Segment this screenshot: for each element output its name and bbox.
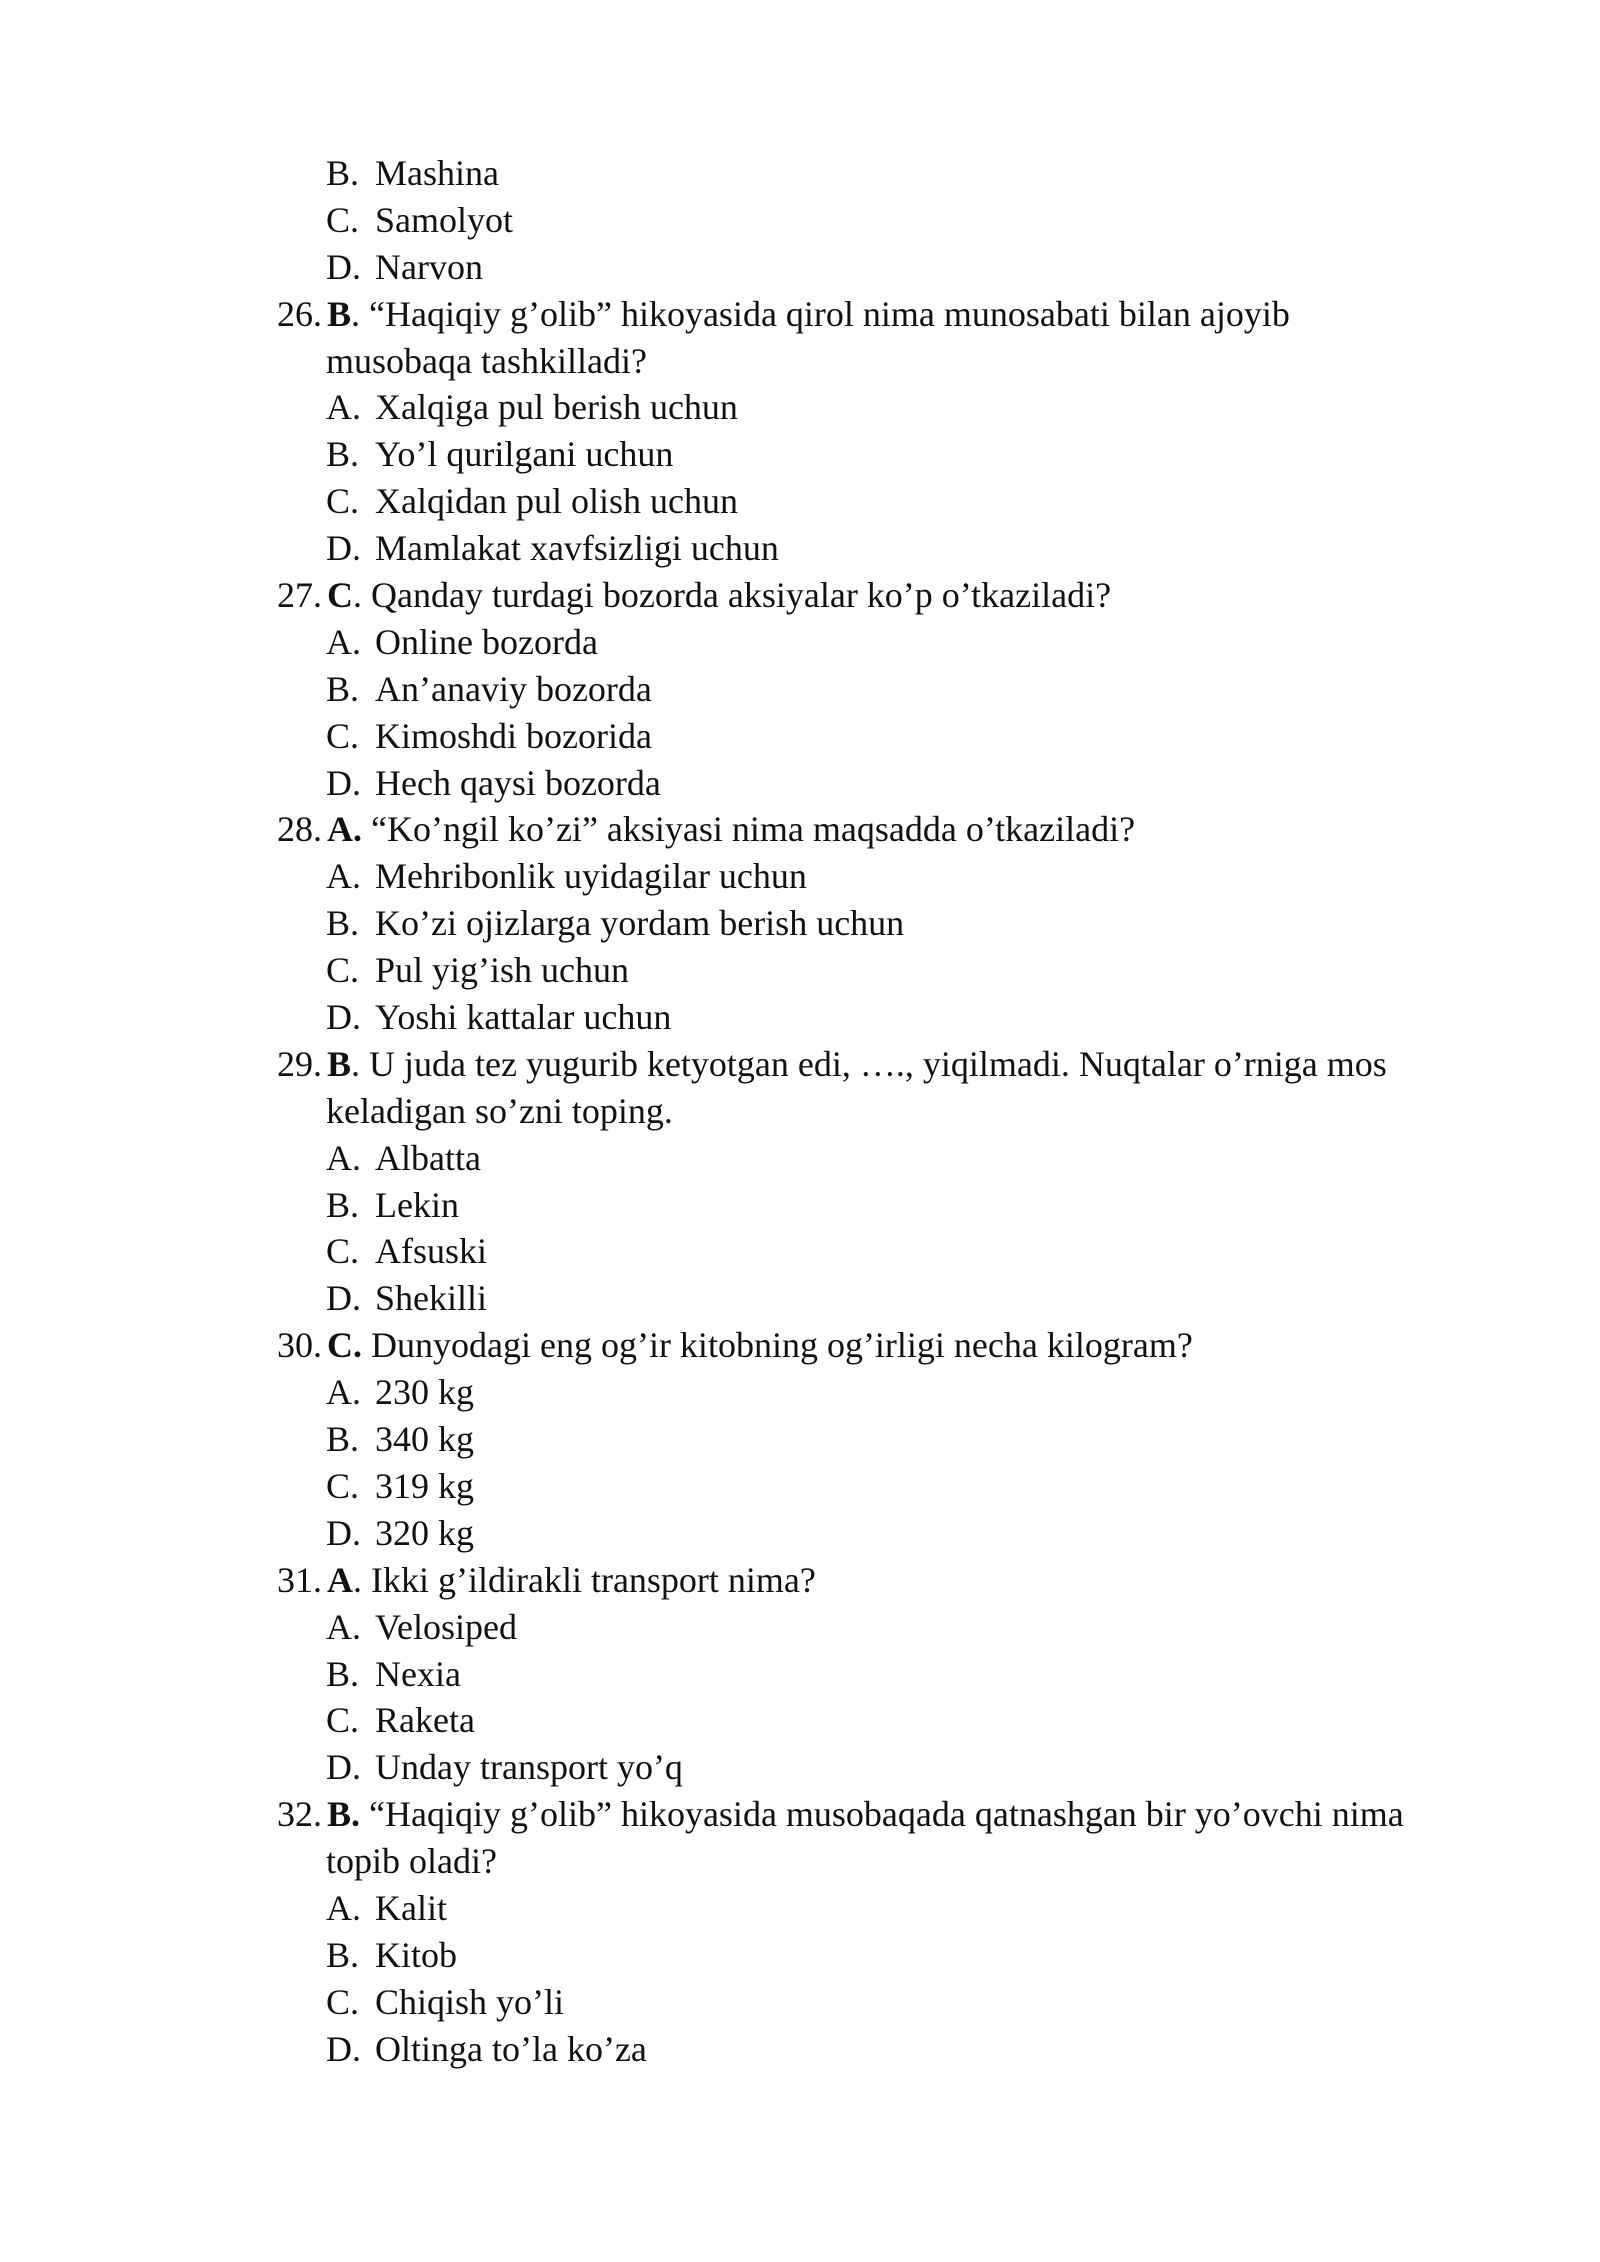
option-letter: C. (326, 1465, 360, 1506)
option-line (0, 1979, 1600, 2026)
option-line (0, 994, 1600, 1041)
option-line (0, 1228, 1600, 1275)
option-line (0, 384, 1600, 431)
option-line (0, 1651, 1600, 1698)
option-text: Samolyot (375, 199, 514, 240)
correct-answer: B. (327, 1794, 361, 1835)
document-page (0, 150, 1600, 2073)
question-continuation: musobaqa tashkilladi? (326, 340, 647, 381)
option-line (0, 760, 1600, 807)
option-line (0, 150, 1600, 197)
option-text: Afsuski (375, 1231, 488, 1272)
option-text: An’anaviy bozorda (375, 668, 652, 709)
question-text: C. Qanday turdagi bozorda aksiyalar ko’p o’tkaziladi? (327, 575, 1112, 616)
option-letter: C. (326, 950, 360, 991)
option-line (0, 900, 1600, 947)
option-letter: A. (326, 856, 361, 897)
question-28-line (0, 806, 1600, 853)
option-line (0, 1135, 1600, 1182)
question-30-line (0, 1322, 1600, 1369)
option-text: Yoshi kattalar uchun (375, 997, 672, 1038)
option-letter: B. (326, 668, 360, 709)
option-letter: B. (326, 903, 360, 944)
option-letter: D. (326, 762, 361, 803)
option-line (0, 244, 1600, 291)
option-letter: B. (326, 153, 360, 193)
option-text: 320 kg (375, 1512, 474, 1553)
question-text: C. Dunyodagi eng og’ir kitobning og’irligi necha kilogram? (327, 1325, 1193, 1366)
option-line (0, 1182, 1600, 1229)
correct-answer: B (327, 293, 352, 334)
option-line (0, 947, 1600, 994)
option-letter: D. (326, 997, 361, 1038)
option-text: Hech qaysi bozorda (375, 762, 661, 803)
option-letter: D. (326, 2028, 361, 2069)
question-number: 28. (277, 809, 322, 850)
question-text: A. “Ko’ngil ko’zi” aksiyasi nima maqsadda o’tkaziladi? (327, 809, 1136, 850)
option-letter: D. (326, 246, 361, 287)
option-text: Xalqidan pul olish uchun (375, 481, 738, 522)
option-text: Kalit (375, 1887, 447, 1928)
option-line (0, 525, 1600, 572)
option-text: 319 kg (375, 1465, 474, 1506)
option-letter: D. (326, 1747, 361, 1788)
question-27-line (0, 572, 1600, 619)
option-text: Mashina (375, 153, 499, 193)
option-text: Online bozorda (375, 621, 598, 662)
option-letter: A. (326, 1137, 361, 1178)
option-letter: A. (326, 387, 361, 428)
question-continuation: keladigan so’zni toping. (326, 1090, 673, 1131)
question-text: B. “Haqiqiy g’olib” hikoyasida qirol nima munosabati bilan ajoyib (327, 293, 1290, 334)
correct-answer: A. (327, 809, 362, 850)
question-29-line (0, 1041, 1600, 1088)
option-letter: C. (326, 481, 360, 522)
question-number: 29. (277, 1043, 322, 1084)
option-letter: C. (326, 1231, 360, 1272)
option-line (0, 1463, 1600, 1510)
option-text: Nexia (375, 1653, 461, 1694)
option-letter: D. (326, 528, 361, 569)
option-text: Kimoshdi bozorida (375, 715, 652, 756)
option-text: Narvon (375, 246, 483, 287)
question-text: A. Ikki g’ildirakli transport nima? (327, 1559, 816, 1600)
option-line (0, 619, 1600, 666)
option-text: Raketa (375, 1700, 475, 1741)
option-text: Shekilli (375, 1278, 488, 1319)
question-number: 31. (277, 1559, 322, 1600)
option-line (0, 666, 1600, 713)
correct-answer: B (327, 1043, 352, 1084)
option-line (0, 1932, 1600, 1979)
option-text: Mehribonlik uyidagilar uchun (375, 856, 807, 897)
option-text: Kitob (375, 1934, 458, 1975)
option-letter: B. (326, 1184, 360, 1225)
question-number: 30. (277, 1325, 322, 1366)
option-text: Yo’l qurilgani uchun (375, 434, 674, 475)
option-text: Ko’zi ojizlarga yordam berish uchun (375, 903, 905, 944)
option-text: Xalqiga pul berish uchun (375, 387, 738, 428)
option-line (0, 1697, 1600, 1744)
option-line (0, 197, 1600, 244)
option-text: Oltinga to’la ko’za (375, 2028, 647, 2069)
option-letter: D. (326, 1512, 361, 1553)
question-text: B. “Haqiqiy g’olib” hikoyasida musobaqada qatnashgan bir yo’ovchi nima (327, 1794, 1404, 1835)
option-line (0, 1604, 1600, 1651)
option-text: 230 kg (375, 1372, 474, 1413)
option-text: Chiqish yo’li (375, 1981, 565, 2022)
option-line (0, 1275, 1600, 1322)
option-letter: B. (326, 1934, 360, 1975)
option-letter: B. (326, 1653, 360, 1694)
option-text: Lekin (375, 1184, 459, 1225)
option-line (0, 1510, 1600, 1557)
question-text: B. U juda tez yugurib ketyotgan edi, …., yiqilmadi. Nuqtalar o’rniga mos (327, 1043, 1387, 1084)
question-31-line (0, 1557, 1600, 1604)
option-letter: B. (326, 1419, 360, 1460)
option-letter: A. (326, 1887, 361, 1928)
question-32-line (0, 1791, 1600, 1838)
correct-answer: C. (327, 1325, 362, 1366)
option-line (0, 713, 1600, 760)
option-line (0, 431, 1600, 478)
option-letter: A. (326, 1606, 361, 1647)
option-line (0, 2026, 1600, 2073)
option-line (0, 853, 1600, 900)
option-letter: A. (326, 621, 361, 662)
option-letter: D. (326, 1278, 361, 1319)
option-line (0, 478, 1600, 525)
question-26-line (0, 291, 1600, 338)
option-line (0, 1885, 1600, 1932)
option-letter: C. (326, 715, 360, 756)
question-number: 26. (277, 293, 322, 334)
correct-answer: C (327, 575, 353, 616)
option-letter: C. (326, 1981, 360, 2022)
option-text: Mamlakat xavfsizligi uchun (375, 528, 779, 569)
option-text: Velosiped (375, 1606, 517, 1647)
correct-answer: A (327, 1559, 353, 1600)
option-line (0, 1416, 1600, 1463)
option-letter: C. (326, 1700, 360, 1741)
question-number: 27. (277, 575, 322, 616)
question-continuation: topib oladi? (326, 1841, 497, 1882)
option-line (0, 1369, 1600, 1416)
option-letter: C. (326, 199, 360, 240)
option-text: Unday transport yo’q (375, 1747, 683, 1788)
option-text: 340 kg (375, 1419, 474, 1460)
option-letter: A. (326, 1372, 361, 1413)
option-text: Albatta (375, 1137, 481, 1178)
question-number: 32. (277, 1794, 322, 1835)
option-line (0, 1744, 1600, 1791)
option-text: Pul yig’ish uchun (375, 950, 630, 991)
option-letter: B. (326, 434, 360, 475)
